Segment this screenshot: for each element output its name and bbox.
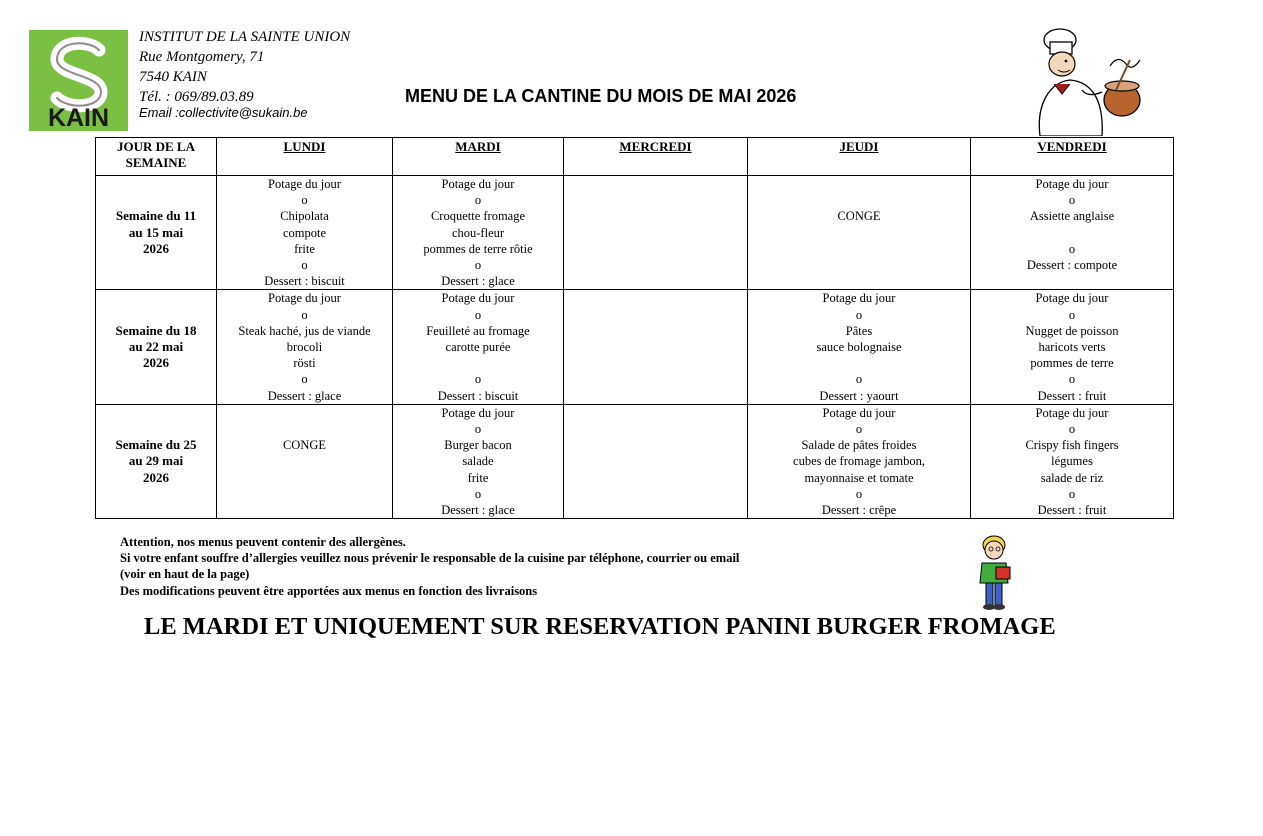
school-name: INSTITUT DE LA SAINTE UNION [139,29,351,45]
menu-item [393,355,563,371]
menu-item: Potage du jour [268,291,341,306]
menu-cell [217,404,393,518]
menu-item: Potage du jour [822,405,896,420]
menu-item: o [1068,193,1076,208]
menu-item: chou-fleur [451,225,505,240]
menu-item: Potage du jour [1035,405,1109,420]
menu-cell [971,290,1174,404]
week-label [96,176,217,290]
menu-item: o [474,307,482,322]
header-day: LUNDI [217,138,393,176]
week-row [96,290,1174,404]
week-row [96,176,1174,290]
menu-cell [217,176,393,290]
header-day: MERCREDI [564,138,748,176]
menu-item: o [1068,372,1076,387]
menu-item: Steak haché, jus de viande [238,323,371,338]
menu-cell [971,404,1174,518]
menu-item: o [301,258,308,273]
menu-item [217,421,392,437]
note-line: Des modifications peuvent être apportées aux menus en fonction des livraisons [120,583,538,598]
menu-item [748,176,970,192]
week-label [96,290,217,404]
school-city: 7540 KAIN [139,69,207,85]
menu-item: o [474,422,482,437]
menu-item: pommes de terre [1030,356,1114,371]
week-label-line: 2026 [143,355,169,371]
menu-item: sauce bolognaise [816,340,902,355]
week-label-line: Semaine du 25 [115,437,197,453]
menu-cell [393,176,564,290]
menu-cell [217,290,393,404]
menu-item: Dessert : yaourt [819,388,899,403]
menu-item: Dessert : biscuit [264,274,345,289]
menu-cell [748,176,971,290]
menu-item: légumes [1051,454,1093,469]
menu-item: Burger bacon [444,438,512,453]
week-label [96,404,217,518]
menu-item: Dessert : fruit [1037,388,1107,403]
menu-item: o [474,193,482,208]
menu-item: Potage du jour [1035,177,1109,191]
week-label-line: Semaine du 11 [115,208,197,224]
menu-item: Feuilleté au fromage [426,323,530,338]
menu-item: o [1068,307,1076,322]
menu-item: o [1068,486,1076,501]
menu-cell [564,404,748,518]
menu-table [95,137,1174,519]
logo-text: KAIN [47,104,110,131]
week-label-line: au 29 mai [128,453,184,469]
menu-item: frite [294,241,315,256]
menu-item [748,192,970,208]
menu-item: Pâtes [845,323,873,338]
school-email: Email :collectivite@sukain.be [139,105,308,120]
header-day: VENDREDI [971,138,1174,176]
menu-item: brocoli [286,340,323,355]
header-day: MARDI [393,138,564,176]
page-title: MENU DE LA CANTINE DU MOIS DE MAI 2026 [405,86,797,106]
menu-item: o [301,372,308,387]
menu-item: frite [467,470,489,485]
menu-item: cubes de fromage jambon, [793,454,925,469]
menu-cell [748,404,971,518]
header-week-line: SEMAINE [125,155,187,171]
menu-item: salade [462,454,494,469]
week-label-line: Semaine du 18 [115,322,197,338]
menu-item: CONGE [282,438,327,453]
menu-item: Dessert : crêpe [821,503,897,518]
menu-item [217,405,392,421]
school-logo-icon [29,30,128,131]
menu-item: Assiette anglaise [1029,209,1115,224]
header-day: JEUDI [748,138,971,176]
menu-item: o [474,258,482,273]
menu-item: Dessert : compote [1026,258,1118,272]
menu-cell [564,290,748,404]
header-week-line: JOUR DE LA [116,139,195,154]
table-header-row [96,138,1174,176]
menu-item: Croquette fromage [430,209,526,224]
week-row [96,404,1174,518]
week-label-line: 2026 [143,469,169,485]
menu-item: Potage du jour [441,291,515,306]
menu-item: Potage du jour [268,177,341,191]
menu-item: compote [282,225,327,240]
menu-item: Potage du jour [822,291,896,306]
menu-item: mayonnaise et tomate [804,470,914,485]
menu-cell [564,176,748,290]
menu-item: o [474,372,482,387]
menu-item [748,355,970,371]
week-label-line: au 15 mai [128,224,184,240]
school-phone: Tél. : 069/89.03.89 [139,89,254,105]
school-address [139,27,350,123]
week-label-line: 2026 [143,240,169,256]
menu-item: haricots verts [1038,340,1106,355]
menu-item: Chipolata [280,209,329,224]
note-line: (voir en haut de la page) [120,567,250,582]
menu-item: CONGE [837,209,881,224]
menu-item: carotte purée [445,340,511,355]
menu-item: o [474,486,482,501]
menu-item: o [1068,422,1076,437]
menu-cell [393,404,564,518]
menu-item: Dessert : glace [267,388,342,403]
menu-cell [748,290,971,404]
menu-item: Dessert : fruit [1037,503,1107,518]
menu-item: Dessert : glace [441,274,515,289]
menu-item: o [1068,241,1076,256]
menu-item: o [301,193,308,208]
menu-item: Dessert : biscuit [437,388,519,403]
menu-item: o [855,486,863,501]
menu-item: Crispy fish fingers [1025,438,1119,453]
menu-item: rösti [293,356,316,371]
child-holding-book-icon [972,533,1020,611]
menu-item: o [855,307,863,322]
menu-item: Salade de pâtes froides [801,438,917,453]
menu-item: o [855,422,863,437]
menu-item: Dessert : glace [441,503,515,518]
school-street: Rue Montgomery, 71 [139,49,265,65]
note-line: Si votre enfant souffre d’allergies veuillez nous prévenir le responsable de la cuisine par téléphone, courrier ou email [120,551,740,566]
menu-item: Potage du jour [1035,291,1109,306]
menu-item: salade de riz [1040,470,1104,485]
menu-item: o [301,307,308,322]
header-week-column [96,138,217,176]
menu-cell [393,290,564,404]
menu-item: Potage du jour [441,177,515,191]
menu-cell [971,176,1174,290]
menu-item: pommes de terre rôtie [423,241,533,256]
menu-item: Nugget de poisson [1025,323,1119,338]
menu-item: o [855,372,863,387]
note-line: Attention, nos menus peuvent contenir des allergènes. [120,535,406,549]
chef-cooking-icon [1030,26,1146,136]
menu-body [96,176,1174,519]
week-label-line: au 22 mai [128,339,184,355]
menu-item [971,225,1173,241]
menu-item: Potage du jour [441,405,515,420]
reservation-banner: LE MARDI ET UNIQUEMENT SUR RESERVATION PANINI BURGER FROMAGE [144,613,1056,640]
allergen-notes [120,534,739,599]
